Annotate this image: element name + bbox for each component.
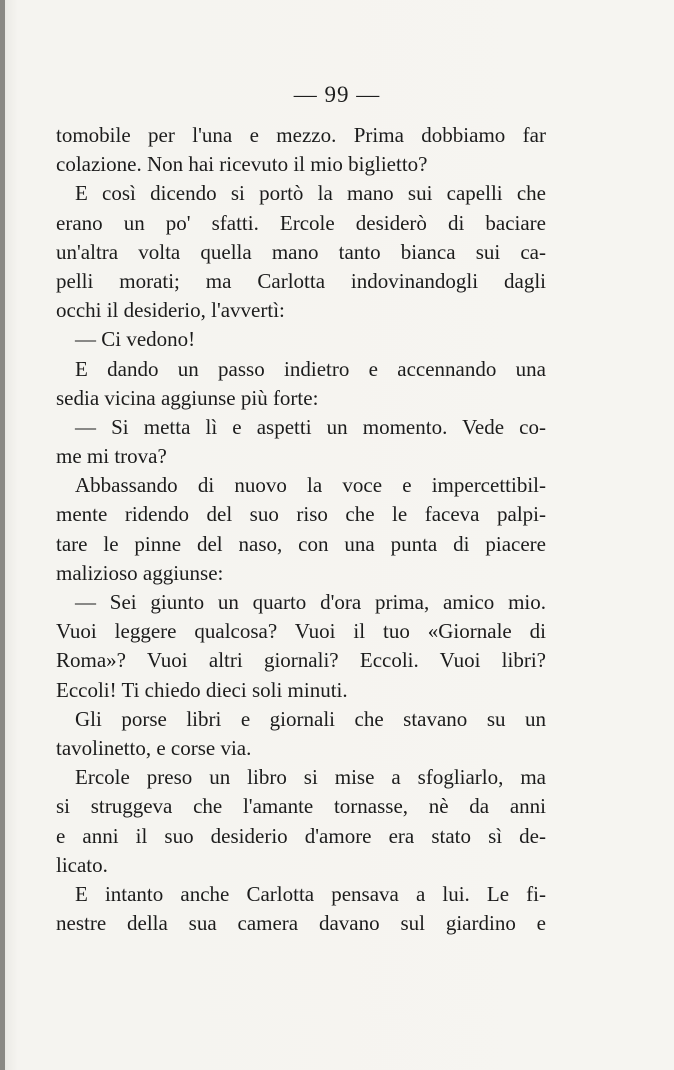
text-line: occhi il desiderio, l'avvertì: [56, 298, 285, 323]
text-line: Ercole preso un libro si mise a sfogliarlo, ma [75, 765, 546, 790]
text-line: Gli porse libri e giornali che stavano su un [75, 706, 546, 731]
text-line: Roma»? Vuoi altri giornali? Eccoli. Vuoi libri? [56, 648, 546, 673]
page-number: — 99 — [293, 82, 381, 107]
text-line: me mi trova? [56, 444, 167, 469]
body-text [56, 121, 546, 938]
text-line: nestre della sua camera davano sul giardino e [56, 911, 546, 936]
text-line: si struggeva che l'amante tornasse, nè da anni [56, 794, 546, 819]
text-line: tare le pinne del naso, con una punta di piacere [56, 531, 546, 556]
text-line: sedia vicina aggiunse più forte: [56, 385, 319, 410]
text-line: malizioso aggiunse: [56, 560, 224, 585]
page-binding-edge [0, 0, 5, 1070]
text-line: Vuoi leggere qualcosa? Vuoi il tuo «Giornale di [56, 619, 546, 644]
text-line: — Sei giunto un quarto d'ora prima, amico mio. [75, 590, 546, 614]
text-line: E intanto anche Carlotta pensava a lui. Le fi- [75, 881, 546, 906]
text-line: tavolinetto, e corse via. [56, 735, 252, 760]
text-line: e anni il suo desiderio d'amore era stato sì de- [56, 823, 546, 848]
text-line: E così dicendo si portò la mano sui capelli che [75, 181, 546, 206]
text-line: E dando un passo indietro e accennando una [75, 356, 546, 381]
text-line: Eccoli! Ti chiedo dieci soli minuti. [56, 677, 348, 702]
text-line: pelli morati; ma Carlotta indovinandogli dagli [56, 268, 546, 293]
text-line: licato. [56, 852, 108, 877]
text-line: Abbassando di nuovo la voce e impercettibil- [75, 473, 546, 498]
text-line: colazione. Non hai ricevuto il mio biglietto? [56, 152, 428, 177]
text-line: — Ci vedono! [75, 327, 196, 352]
text-line: mente ridendo del suo riso che le faceva palpi- [56, 502, 546, 527]
text-line: — Si metta lì e aspetti un momento. Vede co- [75, 414, 546, 439]
text-line: erano un po' sfatti. Ercole desiderò di baciare [56, 210, 546, 235]
text-line: tomobile per l'una e mezzo. Prima dobbiamo far [56, 123, 546, 147]
text-line: un'altra volta quella mano tanto bianca sui ca- [56, 239, 546, 264]
